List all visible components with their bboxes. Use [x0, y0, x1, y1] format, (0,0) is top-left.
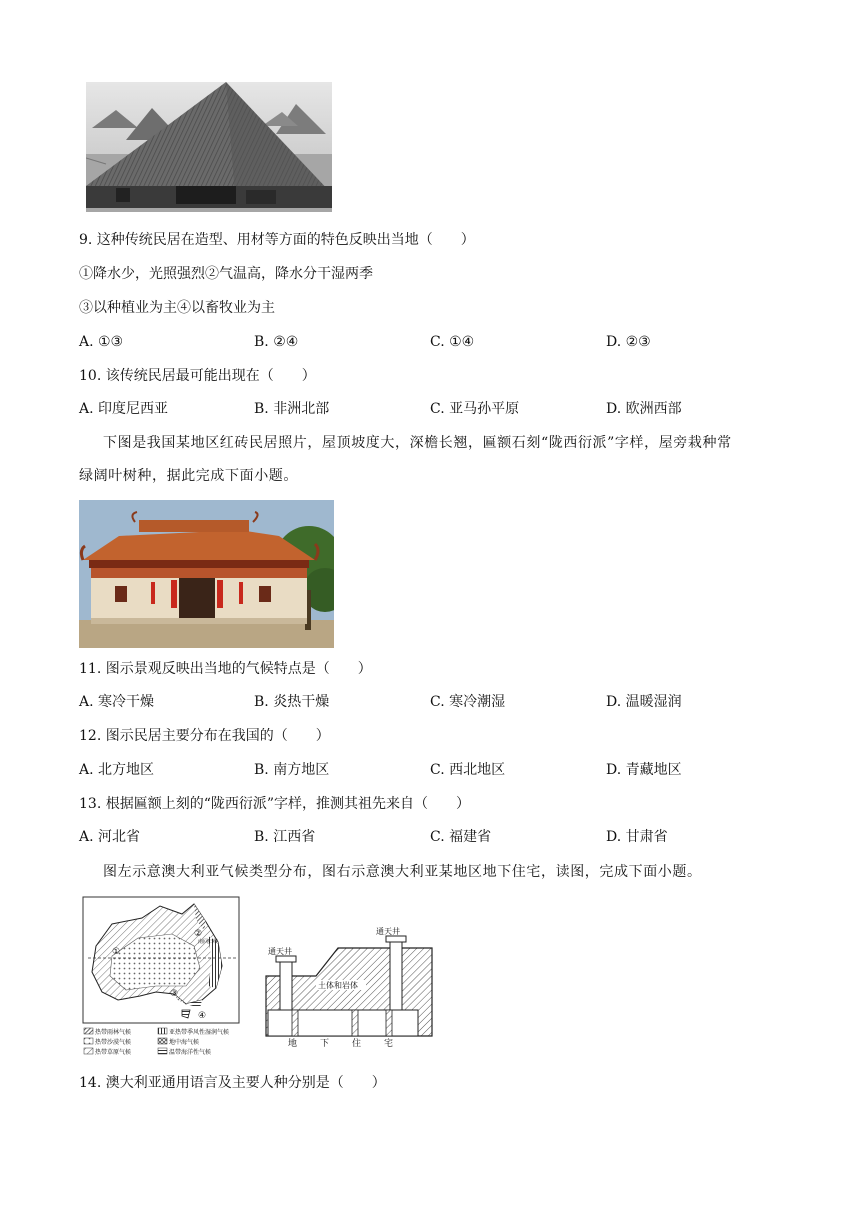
question-13-option-c[interactable]: C. 福建省 — [430, 829, 492, 845]
question-9-option-a[interactable]: A. ①③ — [79, 334, 124, 350]
legend-tropical-rainforest: 热带雨林气候 — [95, 1029, 132, 1036]
question-11-option-b[interactable]: B. 炎热干燥 — [254, 694, 330, 710]
question-10-option-a[interactable]: A. 印度尼西亚 — [79, 401, 169, 417]
question-12-option-b[interactable]: B. 南方地区 — [254, 762, 330, 778]
question-10-stem: 10. 该传统民居最可能出现在（ ） — [79, 368, 316, 384]
house-label-char-3: 住 — [352, 1039, 362, 1049]
rock-soil-label: 土体和岩体 — [318, 981, 358, 990]
tropic-of-capricorn-label: 南回归线 — [198, 939, 219, 945]
question-13-option-b[interactable]: B. 江西省 — [254, 829, 316, 845]
legend-temperate-oceanic: 温带海洋性气候 — [169, 1049, 212, 1056]
question-11-stem: 11. 图示景观反映出当地的气候特点是（ ） — [79, 661, 372, 677]
question-10-option-d[interactable]: D. 欧洲西部 — [606, 401, 682, 417]
legend-mediterranean: 地中海气候 — [169, 1039, 200, 1046]
question-13-option-a[interactable]: A. 河北省 — [79, 829, 141, 845]
question-14-stem: 14. 澳大利亚通用语言及主要人种分别是（ ） — [79, 1075, 386, 1091]
question-12-stem: 12. 图示民居主要分布在我国的（ ） — [79, 728, 330, 744]
question-9-option-c[interactable]: C. ①④ — [430, 334, 475, 350]
question-13-stem: 13. 根据匾额上刻的“陇西衍派”字样，推测其祖先来自（ ） — [79, 796, 471, 812]
question-11-option-c[interactable]: C. 寒冷潮湿 — [430, 694, 506, 710]
question-9-option-d[interactable]: D. ②③ — [606, 334, 651, 350]
question-12-option-d[interactable]: D. 青藏地区 — [606, 762, 682, 778]
question-11-option-a[interactable]: A. 寒冷干燥 — [79, 694, 155, 710]
question-10-option-b[interactable]: B. 非洲北部 — [254, 401, 330, 417]
australia-climate-map — [82, 896, 242, 1062]
question-12-option-c[interactable]: C. 西北地区 — [430, 762, 506, 778]
passage-3-line-1: 图左示意澳大利亚气候类型分布，图右示意澳大利亚某地区地下住宅，读图，完成下面小题。 — [103, 864, 702, 880]
question-11-option-d[interactable]: D. 温暖湿润 — [606, 694, 682, 710]
tent-photo — [86, 82, 332, 212]
house-label-char-2: 下 — [320, 1039, 330, 1049]
map-label-2: ② — [194, 929, 203, 939]
map-label-3: ③ — [170, 989, 179, 999]
passage-2-line-1: 下图是我国某地区红砖民居照片，屋顶坡度大，深檐长翘，匾额石刻“陇西衍派”字样，屋旁栽种常 — [103, 435, 732, 451]
passage-2-line-2: 绿阔叶树种，据此完成下面小题。 — [79, 468, 298, 484]
house-label-char-1: 地 — [288, 1039, 298, 1049]
left-shaft-label: 通天井 — [268, 947, 292, 956]
right-shaft-label: 通天井 — [376, 927, 400, 936]
question-12-option-a[interactable]: A. 北方地区 — [79, 762, 155, 778]
legend-tropical-desert: 热带沙漠气候 — [95, 1039, 132, 1046]
legend-tropical-savanna: 热带草原气候 — [95, 1049, 132, 1056]
map-label-1: ① — [112, 947, 121, 957]
legend-subtropical-humid: 亚热带季风性湿润气候 — [169, 1029, 230, 1036]
question-9-stem: 9. 这种传统民居在造型、用材等方面的特色反映出当地（ ） — [79, 232, 475, 248]
map-label-4: ④ — [198, 1011, 207, 1021]
underground-house-diagram — [262, 926, 438, 1050]
red-brick-house-photo — [79, 500, 334, 648]
question-9-option-b[interactable]: B. ②④ — [254, 334, 299, 350]
question-9-statements-2: ③以种植业为主④以畜牧业为主 — [79, 300, 275, 316]
question-13-option-d[interactable]: D. 甘肃省 — [606, 829, 668, 845]
question-10-option-c[interactable]: C. 亚马孙平原 — [430, 401, 520, 417]
house-label-char-4: 宅 — [384, 1039, 394, 1049]
question-9-statements-1: ①降水少，光照强烈②气温高，降水分干湿两季 — [79, 266, 373, 282]
